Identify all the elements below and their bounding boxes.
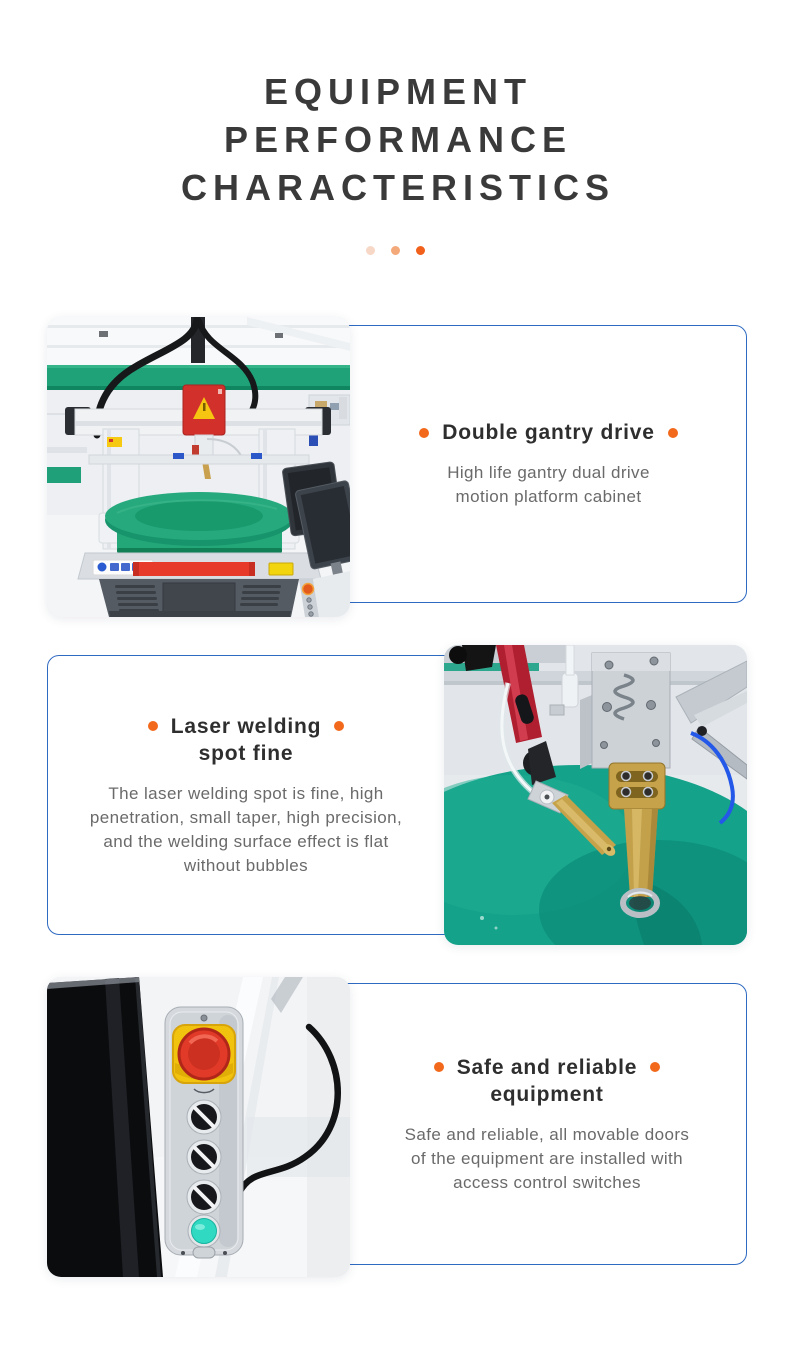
title-line-2: PERFORMANCE — [223, 119, 572, 160]
description-line: High life gantry dual drive — [447, 463, 650, 482]
orange-dot-icon — [668, 428, 678, 438]
description-line: of the equipment are installed with — [411, 1148, 683, 1168]
green-turntable — [105, 492, 293, 546]
card-heading-text: Laser welding — [170, 714, 322, 738]
decoration-dot-light-icon — [366, 246, 375, 255]
rotary-knobs — [187, 1100, 221, 1214]
card-heading — [434, 1054, 661, 1081]
orange-dot-icon — [434, 1062, 444, 1072]
gantry-machine-illustration — [47, 317, 350, 617]
card-description — [405, 1123, 690, 1195]
card-heading-line2: spot fine — [198, 741, 294, 765]
description-line: motion platform cabinet — [455, 487, 642, 506]
card-heading-text: Double gantry drive — [442, 421, 655, 444]
card-heading-line2: equipment — [490, 1082, 604, 1106]
description-line: Safe and reliable, all movable doors — [404, 1124, 690, 1144]
page-title — [0, 68, 790, 212]
card-heading-text: Safe and reliable — [456, 1055, 638, 1079]
title-line-1: EQUIPMENT — [263, 71, 532, 112]
decoration-dots — [0, 246, 790, 255]
decoration-dot-dark-icon — [416, 246, 425, 255]
orange-dot-icon — [650, 1062, 660, 1072]
card-heading — [148, 713, 344, 740]
emergency-stop-button — [173, 1025, 235, 1093]
card-text-laser-welding — [48, 655, 444, 935]
description-line: without bubbles — [183, 855, 309, 875]
card-heading — [419, 419, 677, 446]
card-description — [90, 782, 402, 878]
control-panel-illustration — [47, 977, 350, 1277]
orange-dot-icon — [419, 428, 429, 438]
teal-platform — [444, 765, 747, 945]
description-line: and the welding surface effect is flat — [103, 831, 389, 851]
warning-sign — [183, 385, 225, 435]
description-line: penetration, small taper, high precision, — [89, 807, 403, 827]
orange-dot-icon — [148, 721, 158, 731]
safety-control-panel-photo — [47, 977, 350, 1277]
decoration-dot-medium-icon — [391, 246, 400, 255]
description-line: access control switches — [453, 1172, 641, 1192]
card-description — [447, 461, 650, 509]
welding-head-illustration — [444, 645, 747, 945]
card-text-double-gantry — [350, 325, 747, 603]
description-line: The laser welding spot is fine, high — [108, 783, 384, 803]
card-text-safe-equipment — [347, 983, 747, 1265]
cyan-start-button — [188, 1215, 220, 1247]
laser-welding-head-photo — [444, 645, 747, 945]
double-gantry-machine-photo — [47, 317, 350, 617]
orange-dot-icon — [334, 721, 344, 731]
title-line-3: CHARACTERISTICS — [180, 167, 615, 208]
